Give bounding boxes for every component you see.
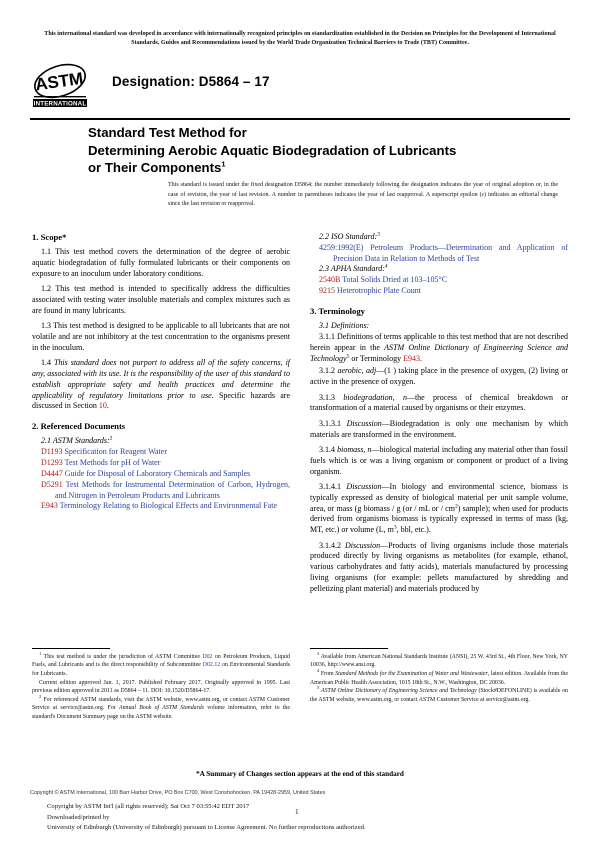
svg-text:INTERNATIONAL: INTERNATIONAL [33, 100, 87, 108]
list-item: D4447 Guide for Disposal of Laboratory Chemicals and Samples [41, 468, 251, 478]
footnote-3: $^3$ Available from American National Standards Institute (ANSI), 25 W. 43rd St., 4th Floor, New York, NY 10036, http://www.ansi.org. [310, 650, 568, 669]
left-column [32, 232, 290, 512]
title-line-2: Determining Aerobic Aquatic Biodegradation of Lubricants [88, 142, 457, 158]
section-heading-referenced-documents: 2. Referenced Documents [32, 421, 126, 432]
link-astm-d1293[interactable]: D1293 [41, 458, 63, 468]
list-item: E943 Terminology Relating to Biological Effects and Environmental Fate [41, 501, 277, 511]
tbt-committee-note: This international standard was developed in accordance with internationally recognized principles on standardization established in the Decision on Principles for the Development of International Standards, Guides and Recommendations issued by the World Trade Organization Technical Barriers to Trade (TBT) Committee. [44, 31, 556, 47]
link-apha-2540b[interactable]: 2540B [319, 275, 341, 285]
link-astm-d5291[interactable]: D5291 [41, 479, 63, 489]
license-block [47, 802, 547, 834]
subheading-definitions: 3.1 Definitions: [319, 321, 370, 331]
paragraph-3-1-4-2: 3.1.4.2 Discussion—Products of living organisms include those materials produced directly by living organisms as metabolites (for example, ethanol, various carbohydrates and fatty acids), materials manufactured by processing living organisms (for example: pellets manufactured by shredding and pelletizing plant material) and materials produced by [310, 540, 569, 593]
link-apha-9215[interactable]: 9215 [319, 286, 335, 296]
paragraph-3-1-4-1: 3.1.4.1 Discussion—In biology and environmental science, biomass is typically expressed as density of biological material per unit sample volume, area, or mass (g biomass / g (or / mL or / $cm^2$) sample); when used for products derived from organisms biomass is typically expressed in terms of mass (kg, MT, etc.) or volume (L, $m^3$, bbl, etc.). [310, 481, 569, 535]
section-heading-scope: 1. Scope* [32, 232, 67, 242]
paragraph-3-1-1: 3.1.1 Definitions of terms applicable to this test method that are not described herein appear in the ASTM Online Dictionary of Engineering Science and Technology$^5$ or Terminology E943. [310, 331, 568, 363]
list-item: D1193 Specification for Reagent Water [41, 447, 167, 457]
footnote-2: $^2$ For referenced ASTM standards, visit the ASTM website, www.astm.org, or contact ASTM Customer Service at service@astm.org. For Annual Book of ASTM Standards volume information, refer to the standard's Document Summary page on the ASTM website. [32, 693, 290, 720]
list-item: D1293 Test Methods for pH of Water [41, 458, 161, 468]
footnote-4: $^4$ From Standard Methods for the Examination of Water and Wastewater, latest edition. Available from the American Public Health Association, 1015 18th St., N.W., Washington, DC 20036. [310, 668, 568, 686]
page-title [88, 124, 558, 177]
footnote-1-edition: Current edition approved Jan. 1, 2017. Published February 2017. Originally approved in 1995. Last previous edition approved in 2011 as D5864 – 11. DOI: 10.1520/D5864-17. [32, 679, 290, 695]
standard-designation: Designation: D5864 – 17 [112, 74, 270, 89]
link-terminology-e943[interactable]: E943 [403, 353, 421, 363]
footnote-rule [310, 648, 388, 649]
link-astm-d1193[interactable]: D1193 [41, 447, 63, 457]
paragraph-3-1-2: 3.1.2 aerobic, adj—(1 ) taking place in the presence of oxygen, (2) living or active in the presence of oxygen. [310, 366, 568, 387]
footnote-1: $^1$ This test method is under the jurisdiction of ASTM Committee D02 on Petroleum Products, Liquid Fuels, and Lubricants and is the direct responsibility of Subcommittee D02.12 on Environmental Standards for Lubricants. [32, 650, 290, 678]
list-item: 2540B Total Solids Dried at 103–105°C [319, 275, 448, 285]
link-iso-4259[interactable]: 4259:1992(E) [319, 242, 364, 252]
section-heading-terminology: 3. Terminology [310, 305, 365, 316]
list-item: 4259:1992(E) Petroleum Products—Determination and Application of Precision Data in Relation to Methods of Test [319, 242, 569, 263]
astm-logo-icon [30, 60, 90, 110]
paragraph-3-1-3-1: 3.1.3.1 Discussion—Biodegradation is only one mechanism by which materials are transformed in the environment. [310, 418, 568, 439]
title-line-3: or Their Components$^1$ [88, 159, 226, 176]
subheading-astm-standards: 2.1 ASTM Standards:$^2$ [41, 435, 113, 446]
subheading-iso-standard: 2.2 ISO Standard:$^3$ [319, 231, 380, 241]
subheading-apha-standard: 2.3 APHA Standard:$^4$ [319, 263, 388, 274]
page-number: 1 [295, 808, 299, 816]
paragraph-1-4: 1.4 This standard does not purport to address all of the safety concerns, if any, associated with its use. It is the responsibility of the user of this standard to establish appropriate safety and health practices and determine the applicability of regulatory limitations prior to use. Specific hazards are discussed in Section 10. [32, 358, 291, 411]
paragraph-3-1-4: 3.1.4 biomass, n—biological material including any material other than fossil fuels which is or was a living organism or component or product of a living organism. [310, 444, 568, 476]
copyright-line: Copyright © ASTM International, 100 Barr Harbor Drive, PO Box C700, West Conshohocken, PA 19428-2959, United States [30, 790, 326, 796]
list-item: D5291 Test Methods for Instrumental Determination of Carbon, Hydrogen, and Nitrogen in Petroleum Products and Lubricants [41, 479, 291, 500]
footnotes-right [310, 648, 568, 704]
paragraph-1-1: 1.1 This test method covers the determination of the degree of aerobic aquatic biodegradation of fully formulated lubricants or their components on exposure to an inoculum under laboratory conditions. [32, 247, 290, 278]
footnotes-left [32, 648, 290, 721]
license-line-1: Copyright by ASTM Int'l (all rights reserved); Sat Oct 7 03:55:42 EDT 2017 [47, 803, 250, 810]
license-line-2: Downloaded/printed by [47, 813, 110, 821]
link-subcommittee-d0212[interactable]: D02.12 [202, 662, 221, 669]
designation-row [30, 60, 570, 112]
title-line-1: Standard Test Method for [88, 125, 247, 140]
paragraph-1-2: 1.2 This test method is intended to specifically address the difficulties associated with testing water insoluble materials and complex mixtures such as are found in many lubricants. [32, 284, 290, 315]
summary-of-changes-note: *A Summary of Changes section appears at the end of this standard [196, 770, 404, 778]
paragraph-3-1-3: 3.1.3 biodegradation, n—the process of chemical breakdown or transformation of a material caused by organisms or their enzymes. [310, 392, 568, 413]
license-line-3: University of Edinburgh (University of Edinburgh) pursuant to License Agreement. No further reproductions authorized. [47, 824, 366, 832]
link-astm-d4447[interactable]: D4447 [41, 468, 63, 478]
right-column [310, 232, 568, 599]
footnote-rule [32, 648, 110, 649]
link-section-10[interactable]: 10 [98, 401, 107, 411]
paragraph-1-3: 1.3 This test method is designed to be applicable to all lubricants that are not volatile and are not inhibitory at the test concentration to the organisms present in the inoculum. [32, 321, 290, 352]
svg-text:ASTM: ASTM [34, 68, 85, 95]
header-rule [30, 118, 570, 120]
footnote-5: $^5$ ASTM Online Dictionary of Engineering Science and Technology (Stock#DEFONLINE) is available on the ASTM website, www.astm.org, or contact ASTM Customer Service at service@astm.org. [310, 685, 568, 703]
link-committee-d02[interactable]: D02 [202, 653, 213, 660]
list-item: 9215 Heterotrophic Plate Count [319, 286, 421, 296]
title-footnote-marker: 1 [221, 159, 226, 169]
issue-note: This standard is issued under the fixed designation D5864; the number immediately following the designation indicates the year of original adoption or, in the case of revision, the year of last revision. A number in parentheses indicates the year of last reapproval. A superscript epsilon (ε) indicates an editorial change since the last revision or reapproval. [168, 182, 558, 208]
link-astm-e943[interactable]: E943 [41, 501, 58, 511]
